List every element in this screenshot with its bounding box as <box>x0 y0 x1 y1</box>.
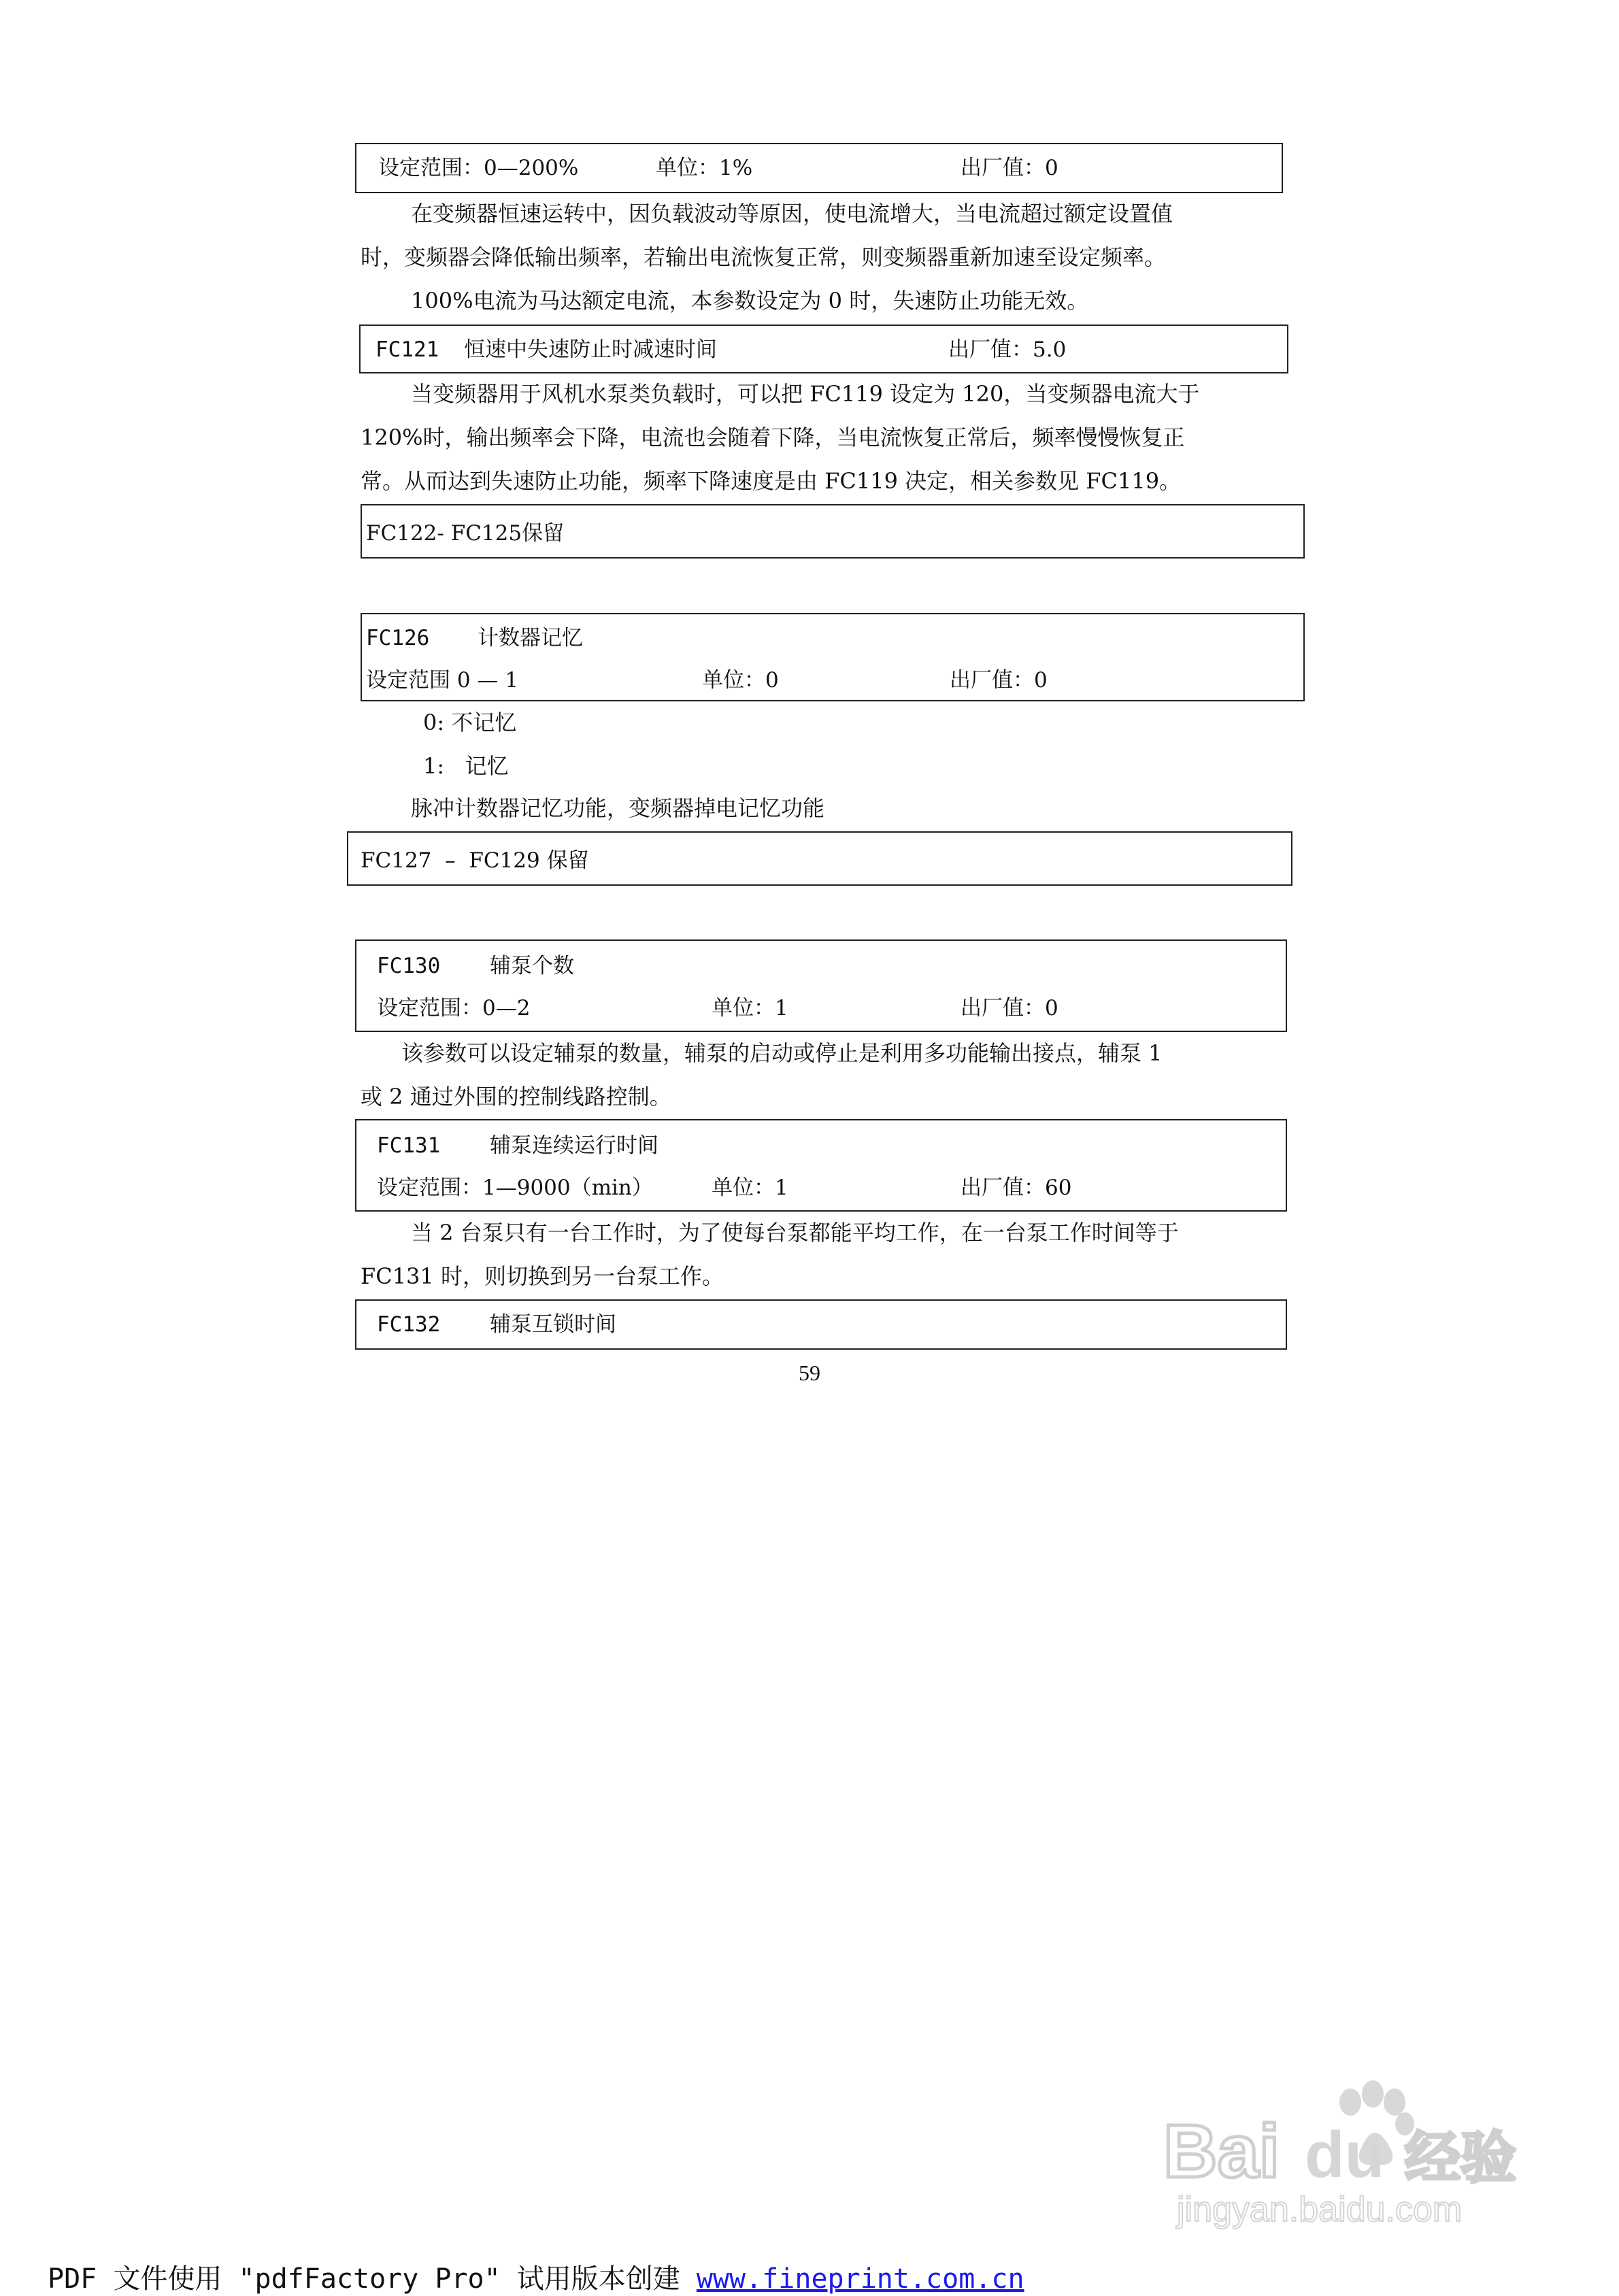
paragraph-line: 常。从而达到失速防止功能，频率下降速度是由 FC119 决定，相关参数见 FC119。 <box>361 468 1182 494</box>
default-text: 出厂值：0 <box>961 996 1058 1020</box>
reserved-text: FC122- FC125保留 <box>366 521 565 546</box>
baidu-jingyan-watermark <box>1156 2068 1537 2231</box>
svg-text:Bai: Bai <box>1163 2110 1280 2193</box>
unit-text: 单位：1 <box>712 1176 788 1200</box>
footer-prefix: PDF 文件使用 "pdfFactory Pro" 试用版本创建 <box>48 2263 697 2295</box>
footer-link[interactable]: www.fineprint.com.cn <box>696 2263 1024 2295</box>
page-number: 59 <box>799 1361 820 1385</box>
paragraph-line: 当 2 台泵只有一台工作时，为了使每台泵都能平均工作，在一台泵工作时间等于 <box>411 1220 1179 1246</box>
default-text: 出厂值：0 <box>961 156 1058 180</box>
param-box-fc121 <box>359 325 1288 373</box>
pdf-footer <box>48 2257 1024 2296</box>
svg-text:du: du <box>1305 2118 1385 2191</box>
range-text: 设定范围：0—200% <box>378 156 579 180</box>
svg-text:jingyan.baidu.com: jingyan.baidu.com <box>1177 2190 1463 2229</box>
option-line: 0: 不记忆 <box>423 710 517 735</box>
param-box-fc132 <box>355 1299 1287 1350</box>
param-box-fc122 <box>361 504 1305 559</box>
default-text: 出厂值：5.0 <box>948 337 1067 362</box>
param-box-range <box>355 143 1283 193</box>
param-code: FC132 <box>377 1312 441 1337</box>
param-name: 辅泵连续运行时间 <box>490 1133 658 1158</box>
paragraph-line: 当变频器用于风机水泵类负载时，可以把 FC119 设定为 120，当变频器电流大于 <box>411 381 1200 407</box>
range-text: 设定范围：1—9000（min） <box>377 1176 653 1200</box>
param-code: FC121 <box>375 337 439 362</box>
paragraph-line: 100%电流为马达额定电流，本参数设定为 0 时，失速防止功能无效。 <box>411 288 1089 314</box>
param-name: 辅泵个数 <box>490 954 574 978</box>
svg-text:经验: 经验 <box>1405 2126 1517 2191</box>
range-text: 设定范围 0 — 1 <box>366 668 519 693</box>
paragraph-line: 脉冲计数器记忆功能，变频器掉电记忆功能 <box>411 795 825 821</box>
paragraph-line: 在变频器恒速运转中，因负载波动等原因，使电流增大，当电流超过额定设置值 <box>411 201 1173 227</box>
param-name: 辅泵互锁时间 <box>490 1312 616 1337</box>
unit-text: 单位：0 <box>702 668 779 693</box>
range-text: 设定范围：0—2 <box>377 996 531 1020</box>
paragraph-line: 时，变频器会降低输出频率，若输出电流恢复正常，则变频器重新加速至设定频率。 <box>361 244 1167 270</box>
unit-text: 单位：1% <box>656 156 753 180</box>
param-box-fc130 <box>355 939 1287 1032</box>
paragraph-line: 或 2 通过外围的控制线路控制。 <box>361 1084 671 1110</box>
param-box-fc127 <box>347 831 1292 886</box>
unit-text: 单位：1 <box>712 996 788 1020</box>
paragraph-line: 120%时，输出频率会下降，电流也会随着下降，当电流恢复正常后，频率慢慢恢复正 <box>361 425 1185 450</box>
paragraph-line: 该参数可以设定辅泵的数量，辅泵的启动或停止是利用多功能输出接点，辅泵 1 <box>401 1040 1163 1066</box>
option-line: 1: 记忆 <box>423 753 509 779</box>
param-code: FC126 <box>366 626 430 650</box>
param-box-fc126 <box>361 613 1305 701</box>
param-name: 计数器记忆 <box>478 626 583 650</box>
param-box-fc131 <box>355 1119 1287 1212</box>
default-text: 出厂值：0 <box>950 668 1048 693</box>
param-code: FC131 <box>377 1133 441 1158</box>
default-text: 出厂值：60 <box>961 1176 1072 1200</box>
reserved-text: FC127 – FC129 保留 <box>361 848 589 873</box>
param-code: FC130 <box>377 954 441 978</box>
paragraph-line: FC131 时，则切换到另一台泵工作。 <box>361 1263 724 1289</box>
param-name: 恒速中失速防止时减速时间 <box>464 337 717 362</box>
